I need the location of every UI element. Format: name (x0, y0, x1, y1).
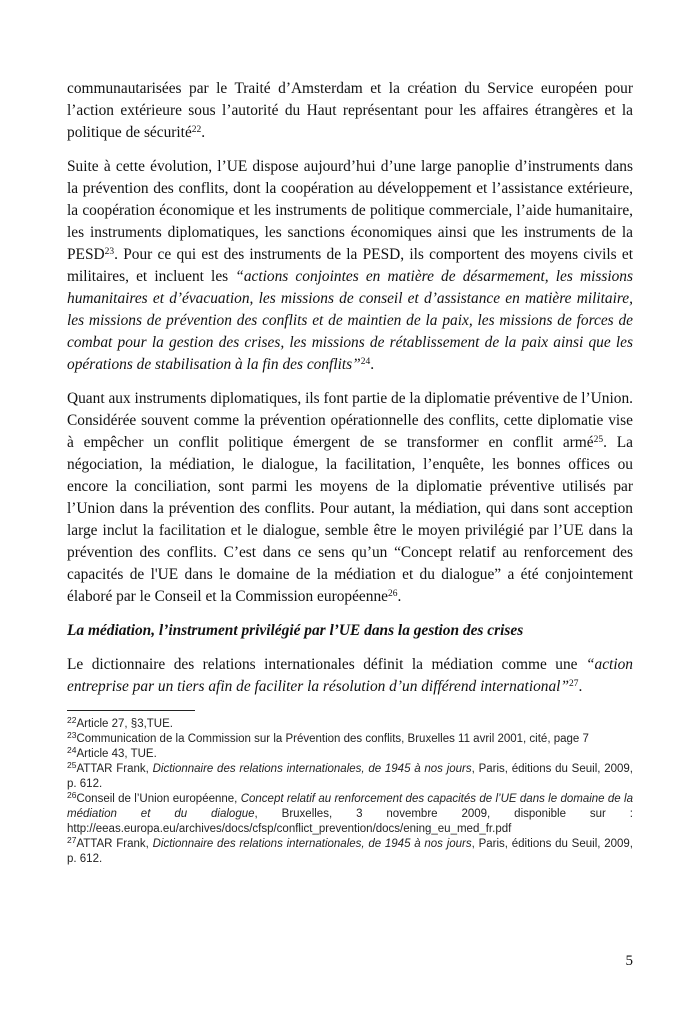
footnote-ref-23[interactable]: 23 (104, 247, 115, 257)
footnote-text: Article 27, §3,TUE. (76, 718, 173, 730)
footnote-details: , Paris, éditions du Seuil, 2009, p. 612. (67, 763, 633, 790)
paragraph-1 (67, 78, 633, 144)
paragraph-3 (67, 388, 633, 608)
paragraph-4-text-a: Le dictionnaire des relations internationales définit la médiation comme une (67, 656, 586, 673)
footnote-27 (67, 837, 633, 867)
footnote-24 (67, 747, 633, 762)
footnote-number: 23 (67, 730, 77, 740)
footnote-author: ATTAR Frank, (76, 838, 153, 850)
paragraph-4-end: . (578, 678, 583, 695)
paragraph-3-end: . (397, 588, 402, 605)
paragraph-3-text-a: Quant aux instruments diplomatiques, ils font partie de la diplomatie préventive de l’Union. Considérée souvent comme la prévention opérationnelle des conflits, cette diplomatie vise à empêcher un conflit politique émergent de se transformer en conflit armé (67, 390, 633, 451)
paragraph-1-end: . (201, 124, 206, 141)
footnote-number: 27 (67, 835, 77, 845)
footnote-title: Dictionnaire des relations internationales, de 1945 à nos jours (152, 763, 472, 775)
footnote-25 (67, 762, 633, 792)
footnote-details: , Paris, éditions du Seuil, 2009, p. 612. (67, 838, 633, 865)
footnote-number: 25 (67, 760, 77, 770)
footnote-22 (67, 717, 633, 732)
paragraph-4-quote: “action entreprise par un tiers afin de faciliter la résolution d’un différend international” (67, 656, 633, 695)
footnote-26 (67, 792, 633, 837)
footnote-number: 24 (67, 745, 77, 755)
paragraph-1-text: communautarisées par le Traité d’Amsterdam et la création du Service européen pour l’action extérieure sous l’autorité du Haut représentant pour les affaires étrangères et la politique de sécurité (67, 80, 633, 141)
footnote-author: ATTAR Frank, (76, 763, 153, 775)
document-page (67, 78, 633, 867)
paragraph-2 (67, 156, 633, 376)
section-heading: La médiation, l’instrument privilégié par l’UE dans la gestion des crises (67, 622, 524, 639)
paragraph-2-quote: “actions conjointes en matière de désarmement, les missions humanitaires et d’évacuation, les missions de conseil et d’assistance en matière militaire, les missions de prévention des conflits et de maintien de la paix, les missions de forces de combat pour la gestion des crises, les missions de rétablissement de la paix ainsi que les opérations de stabilisation à la fin des conflits” (67, 268, 633, 373)
footnote-text: Article 43, TUE. (76, 748, 157, 760)
footnote-author: Conseil de l’Union européenne, (76, 793, 241, 805)
footnote-text: Communication de la Commission sur la Prévention des conflits, Bruxelles 11 avril 2001, cité, page 7 (76, 733, 589, 745)
footnote-details-link[interactable]: , Bruxelles, 3 novembre 2009, disponible sur : http://eeas.europa.eu/archives/docs/cfsp/conflict_prevention/docs/ening_eu_med_fr.pdf (67, 808, 633, 835)
page-number: 5 (625, 953, 633, 969)
footnote-23 (67, 732, 633, 747)
footnote-separator (67, 710, 195, 711)
footnote-title: Concept relatif au renforcement des capacités de l’UE dans le domaine de la médiation et du dialogue (67, 793, 633, 820)
footnote-ref-25[interactable]: 25 (593, 435, 604, 445)
paragraph-2-end: . (370, 356, 375, 373)
footnote-title: Dictionnaire des relations internationales, de 1945 à nos jours (152, 838, 472, 850)
paragraph-3-text-b: . La négociation, la médiation, le dialogue, la facilitation, l’enquête, les bonnes offices ou encore la conciliation, sont parmi les moyens de la diplomatie préventive utilisés par l’Union dans la prévention des conflits. Pour autant, la médiation, qui dans sont acception large inclut la facilitation et le dialogue, semble être le moyen privilégié par l’UE dans la prévention des conflits. C’est dans ce sens qu’un “Concept relatif au renforcement des capacités de l'UE dans le domaine de la médiation et du dialogue” a été conjointement élaboré par le Conseil et la Commission européenne (67, 434, 633, 605)
footnotes (67, 717, 633, 867)
paragraph-2-text-b: . Pour ce qui est des instruments de la PESD, ils comportent des moyens civils et militaires, et incluent les (67, 246, 633, 285)
footnote-ref-27[interactable]: 27 (569, 679, 579, 689)
footnote-ref-24[interactable]: 24 (360, 357, 371, 367)
footnote-ref-26[interactable]: 26 (387, 589, 398, 599)
paragraph-2-text-a: Suite à cette évolution, l’UE dispose aujourd’hui d’une large panoplie d’instruments dans la prévention des conflits, dont la coopération au développement et l’assistance extérieure, la coopération économique et les instruments de politique commerciale, l’aide humanitaire, les instruments diplomatiques, les sanctions économiques ainsi que les instruments de la PESD (67, 158, 633, 263)
footnote-ref-22[interactable]: 22 (191, 125, 202, 135)
paragraph-4 (67, 654, 633, 698)
footnote-number: 22 (67, 715, 77, 725)
footnote-number: 26 (67, 790, 77, 800)
